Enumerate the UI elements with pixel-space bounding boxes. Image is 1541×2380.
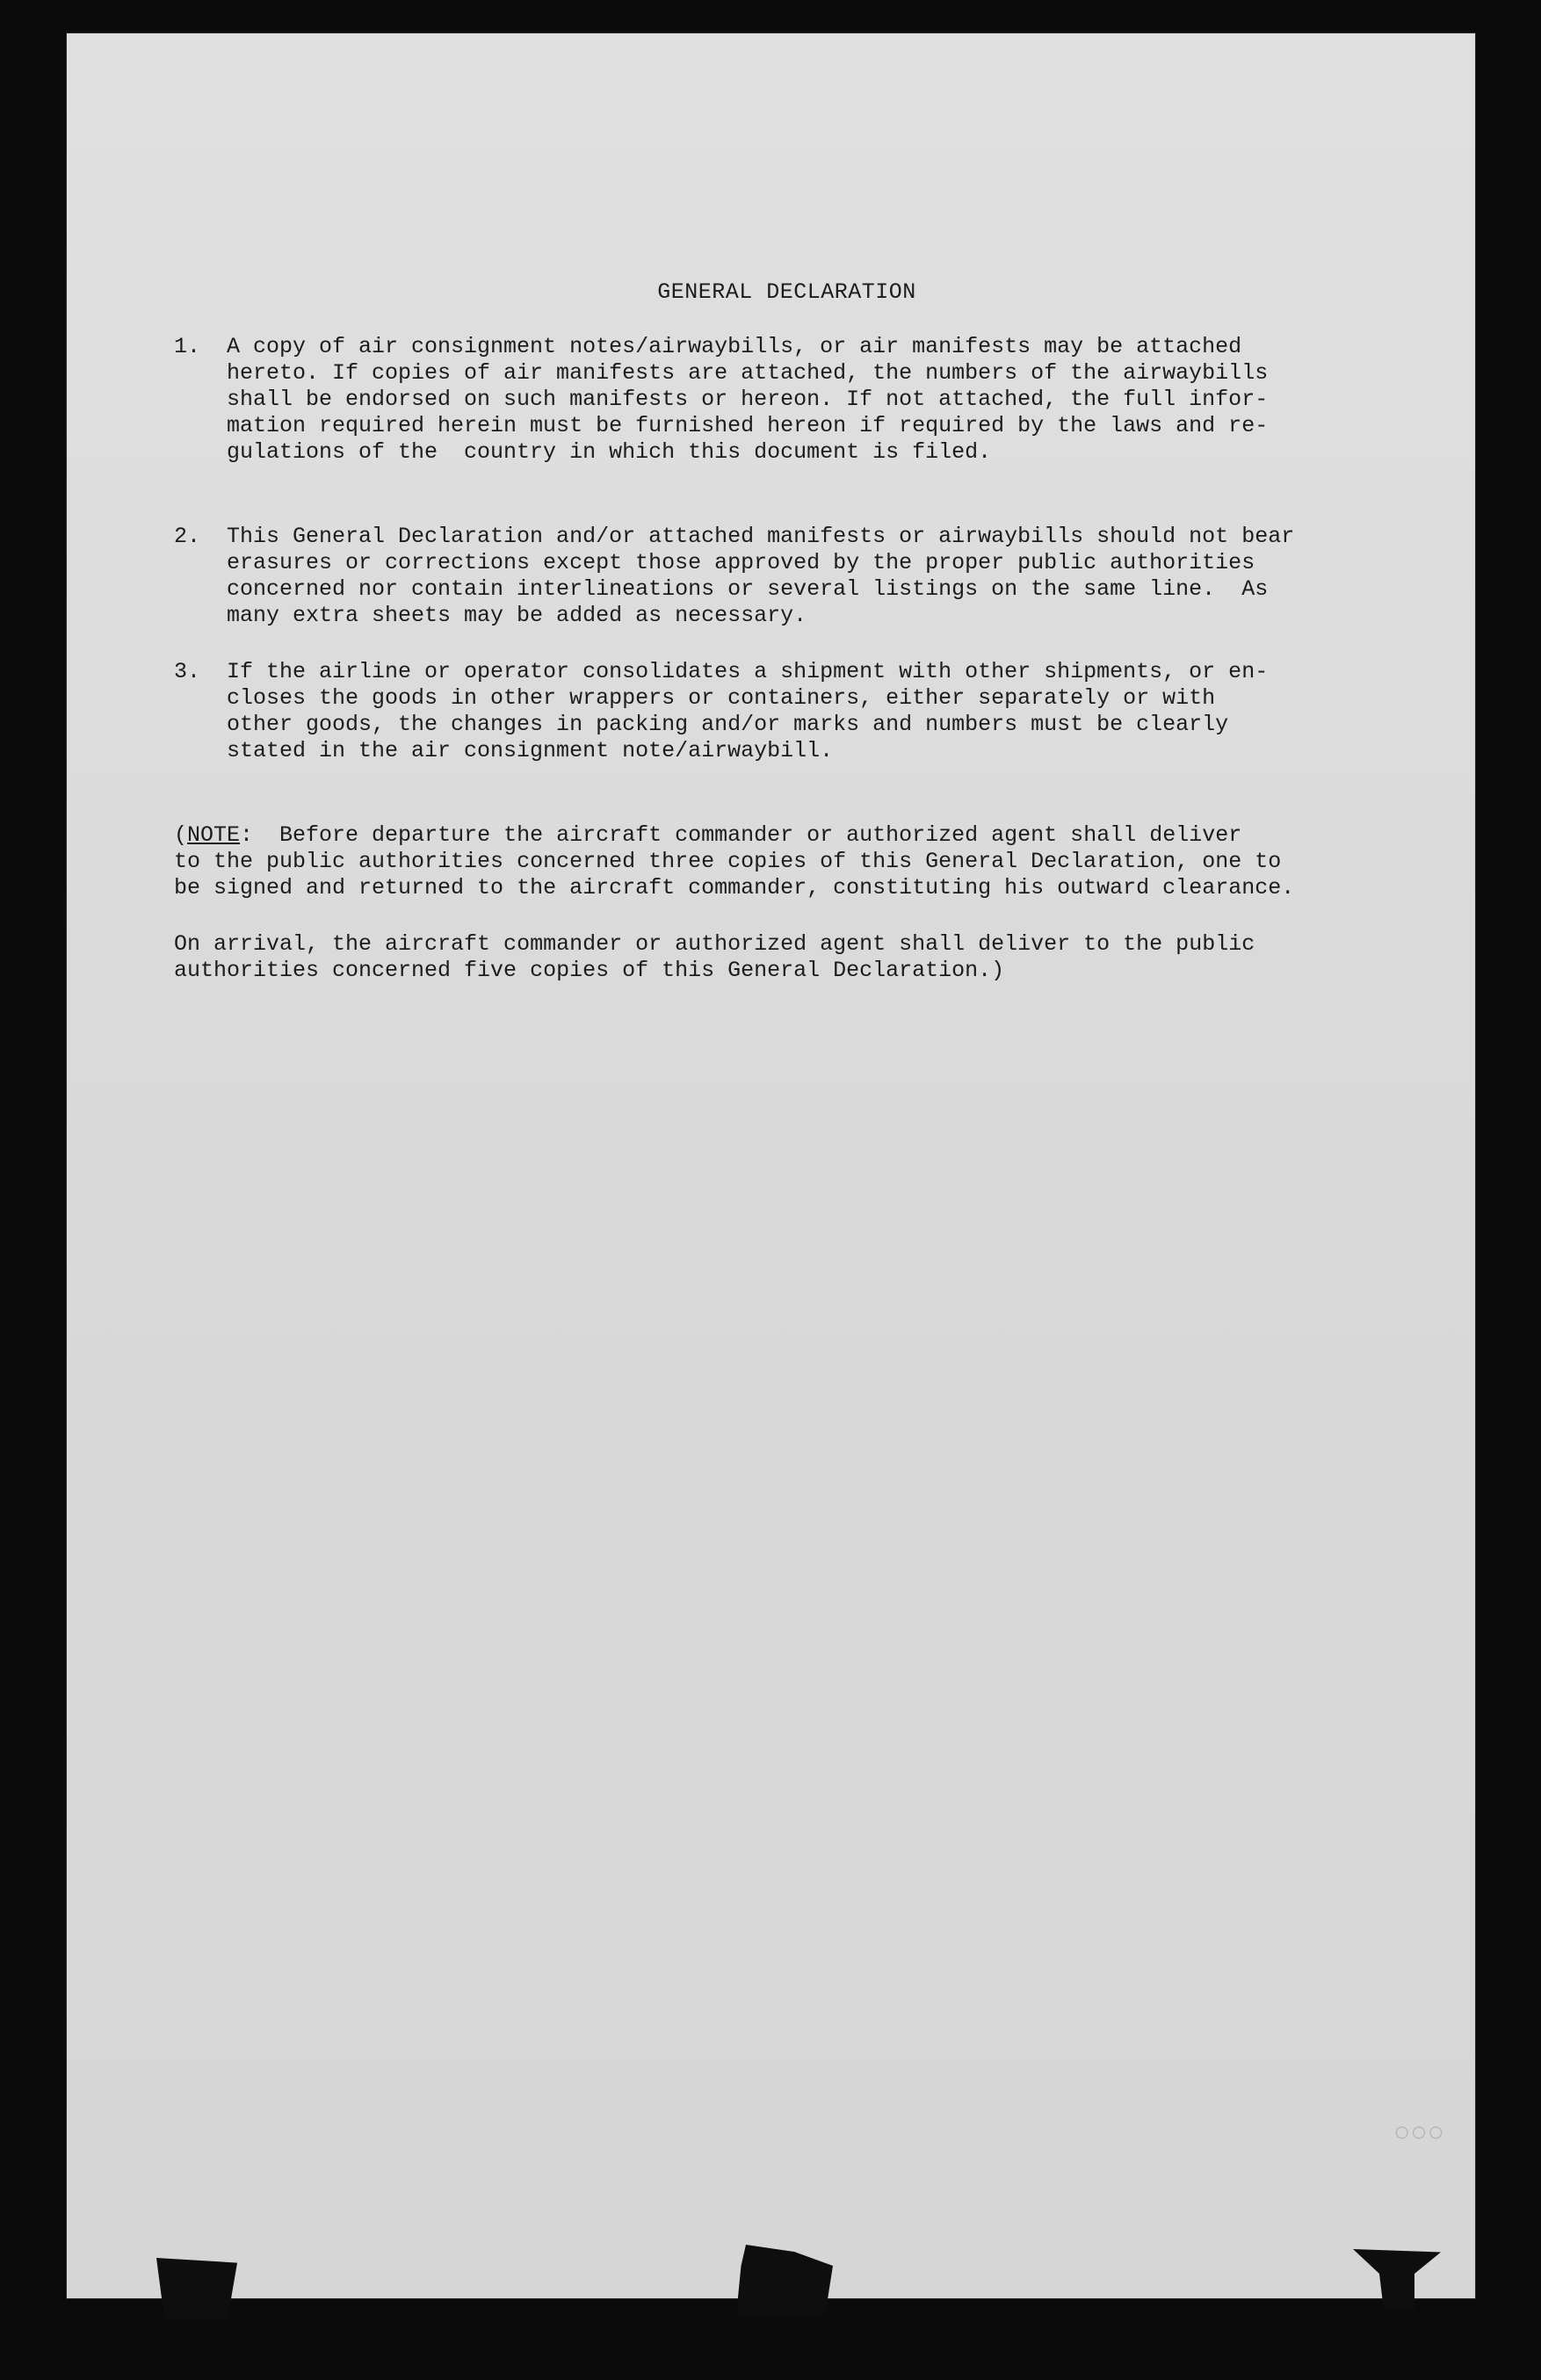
item-number: 2. xyxy=(174,524,201,549)
text-line: On arrival, the aircraft commander or authorized agent shall deliver to the public xyxy=(174,931,1255,957)
item-number: 1. xyxy=(174,334,201,359)
note-open-paren: ( xyxy=(174,822,188,848)
document-title: GENERAL DECLARATION xyxy=(657,279,916,305)
text-line: to the public authorities concerned three copies of this General Declaration, one to xyxy=(174,849,1282,874)
text-line: stated in the air consignment note/airwaybill. xyxy=(227,738,834,763)
item-text xyxy=(227,334,1400,466)
text-line xyxy=(174,822,1400,849)
text-line: erasures or corrections except those approved by the proper public authorities xyxy=(227,550,1255,575)
text-line: hereto. If copies of air manifests are attached, the numbers of the airwaybills xyxy=(227,360,1269,386)
text-line: If the airline or operator consolidates a shipment with other shipments, or en- xyxy=(227,659,1269,684)
text-line: authorities concerned five copies of this General Declaration.) xyxy=(174,958,1005,983)
note-label: NOTE xyxy=(187,822,241,848)
text-line: A copy of air consignment notes/airwaybills, or air manifests may be attached xyxy=(227,334,1242,359)
item-text xyxy=(227,524,1400,629)
text-line: This General Declaration and/or attached manifests or airwaybills should not bear xyxy=(227,524,1295,549)
text-line: mation required herein must be furnished hereon if required by the laws and re- xyxy=(227,413,1269,438)
item-text xyxy=(227,659,1400,764)
clamp-mark-left xyxy=(156,2258,237,2319)
note-paragraph xyxy=(174,822,1400,901)
arrival-paragraph xyxy=(174,931,1400,984)
item-number: 3. xyxy=(174,659,201,684)
text-line: gulations of the country in which this document is filed. xyxy=(227,439,992,465)
text-line: other goods, the changes in packing and/or marks and numbers must be clearly xyxy=(227,712,1229,737)
document-page xyxy=(67,33,1475,2298)
text-line: be signed and returned to the aircraft commander, constituting his outward clearance. xyxy=(174,875,1295,901)
text-line: many extra sheets may be added as necessary. xyxy=(227,603,807,628)
text-line: closes the goods in other wrappers or containers, either separately or with xyxy=(227,685,1216,711)
bleed-through-mark: ○○○ xyxy=(1393,2116,1444,2147)
text-line: shall be endorsed on such manifests or hereon. If not attached, the full infor- xyxy=(227,387,1269,412)
text-line: concerned nor contain interlineations or several listings on the same line. As xyxy=(227,576,1269,602)
note-first-line-rest: : Before departure the aircraft commander or authorized agent shall deliver xyxy=(240,822,1242,848)
